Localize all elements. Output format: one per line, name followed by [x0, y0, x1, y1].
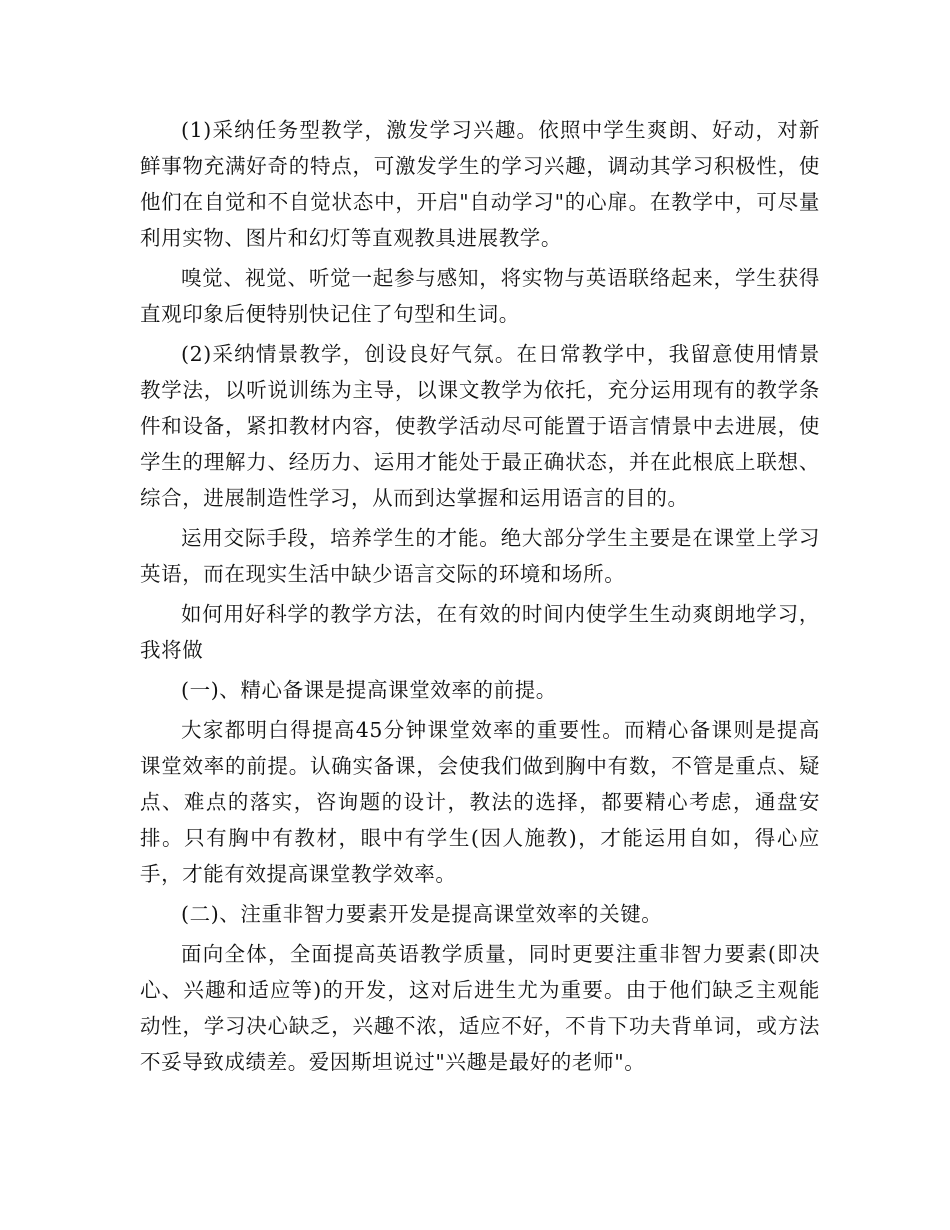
- paragraph-teaching-methods: 如何用好科学的教学方法，在有效的时间内使学生生动爽朗地学习，我将做: [140, 602, 820, 662]
- document-body: [140, 112, 820, 1084]
- heading-lesson-preparation: (一)、精心备课是提高课堂效率的前提。: [181, 678, 557, 702]
- paragraph-non-intellectual-factors: 面向全体，全面提高英语教学质量，同时更要注重非智力要素(即决心、兴趣和适应等)的开发，这对后进生尤为重要。由于他们缺乏主观能动性，学习决心缺乏，兴趣不浓，适应不好，不肯下功夫背单词，或方法不妥导致成绩差。爱因斯坦说过"兴趣是最好的老师"。: [140, 942, 820, 1074]
- heading-non-intellectual-factors: (二)、注重非智力要素开发是提高课堂效率的关键。: [181, 902, 663, 926]
- paragraph-task-based-teaching: (1)采纳任务型教学，激发学习兴趣。依照中学生爽朗、好动，对新鲜事物充满好奇的特点，可激发学生的学习兴趣，调动其学习积极性，使他们在自觉和不自觉状态中，开启"自动学习"的心扉。在教学中，可尽量利用实物、图片和幻灯等直观教具进展教学。: [140, 118, 820, 250]
- paragraph-senses-perception: 嗅觉、视觉、听觉一起参与感知，将实物与英语联络起来，学生获得直观印象后便特别快记住了句型和生词。: [140, 266, 820, 326]
- paragraph-lesson-preparation: 大家都明白得提高45分钟课堂效率的重要性。而精心备课则是提高课堂效率的前提。认确实备课，会使我们做到胸中有数，不管是重点、疑点、难点的落实，咨询题的设计，教法的选择，都要精心考虑，通盘安排。只有胸中有教材，眼中有学生(因人施教)，才能运用自如，得心应手，才能有效提高课堂教学效率。: [140, 718, 820, 886]
- paragraph-situational-teaching: (2)采纳情景教学，创设良好气氛。在日常教学中，我留意使用情景教学法，以听说训练为主导，以课文教学为依托，充分运用现有的教学条件和设备，紧扣教材内容，使教学活动尽可能置于语言情景中去进展，使学生的理解力、经历力、运用才能处于最正确状态，并在此根底上联想、综合，进展制造性学习，从而到达掌握和运用语言的目的。: [140, 342, 820, 510]
- paragraph-communicative-means: 运用交际手段，培养学生的才能。绝大部分学生主要是在课堂上学习英语，而在现实生活中缺少语言交际的环境和场所。: [140, 526, 820, 586]
